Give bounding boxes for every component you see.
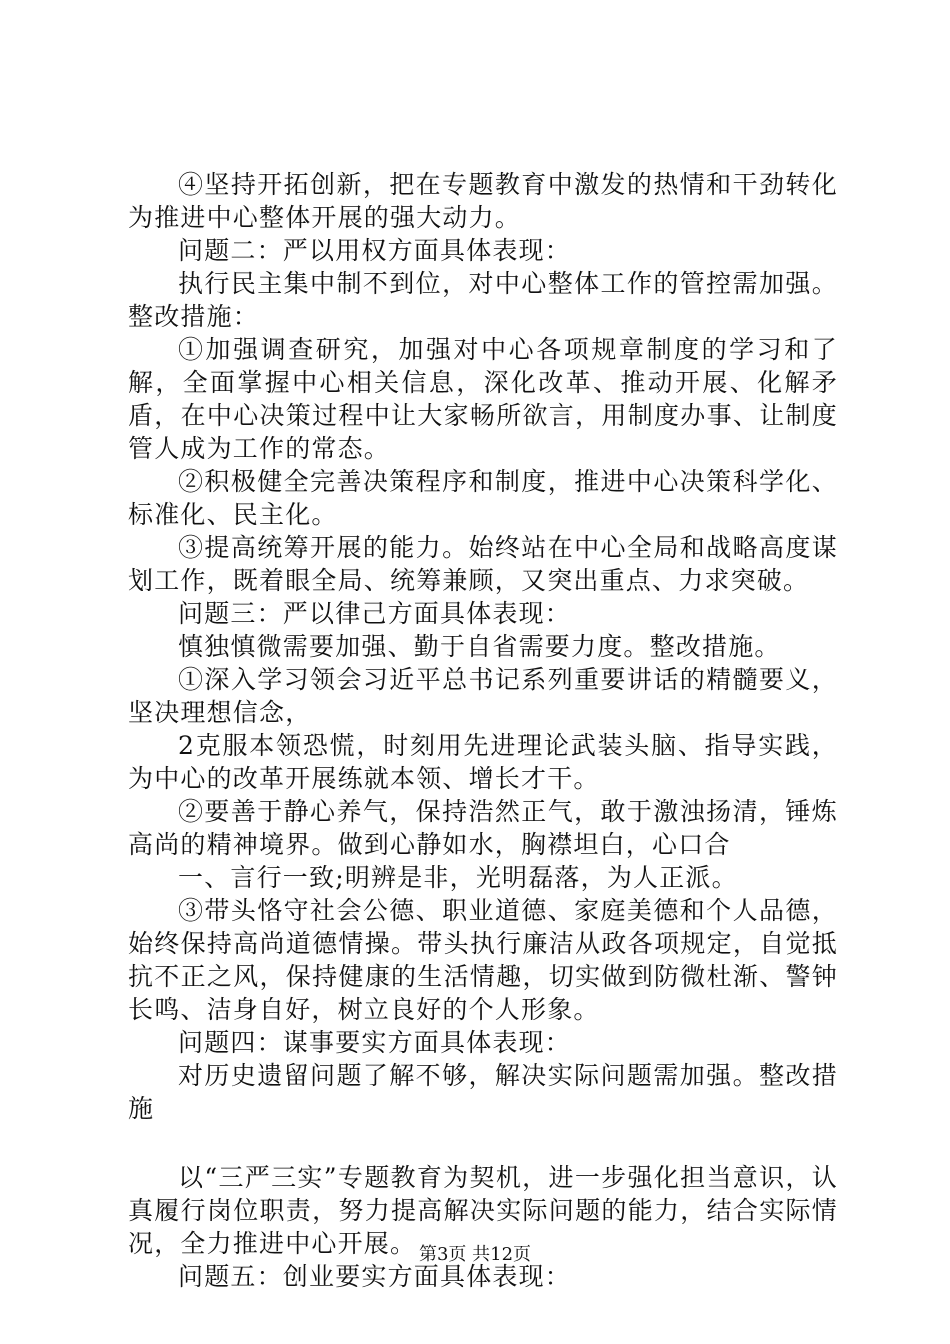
paragraph: ①深入学习领会习近平总书记系列重要讲话的精髓要义，坚决理想信念，: [128, 665, 838, 727]
page-footer: 第3页 共12页: [418, 1244, 532, 1265]
paragraph: ②积极健全完善决策程序和制度，推进中心决策科学化、标准化、民主化。: [128, 467, 838, 529]
paragraph: ①加强调查研究，加强对中心各项规章制度的学习和了解，全面掌握中心相关信息，深化改革、推动开展、化解矛盾，在中心决策过程中让大家畅所欲言，用制度办事、让制度管人成为工作的常态。: [128, 335, 838, 463]
section-heading: 问题四：谋事要实方面具体表现：: [178, 1028, 572, 1057]
section-heading: 问题五：创业要实方面具体表现：: [178, 1262, 572, 1291]
paragraph: ③提高统筹开展的能力。始终站在中心全局和战略高度谋划工作，既着眼全局、统筹兼顾，又突出重点、力求突破。: [128, 533, 838, 595]
paragraph: 以“三严三实”专题教育为契机，进一步强化担当意识，认真履行岗位职责，努力提高解决实际问题的能力，结合实际情况，全力推进中心开展。: [128, 1163, 838, 1258]
paragraph: 2克服本领恐慌，时刻用先进理论武装头脑、指导实践，为中心的改革开展练就本领、增长才干。: [128, 731, 838, 793]
paragraph: 慎独慎微需要加强、勤于自省需要力度。整改措施。: [178, 632, 781, 661]
paragraph: ④坚持开拓创新，把在专题教育中激发的热情和干劲转化为推进中心整体开展的强大动力。: [128, 170, 838, 232]
paragraph: ③带头恪守社会公德、职业道德、家庭美德和个人品德，始终保持高尚道德情操。带头执行廉洁从政各项规定，自觉抵抗不正之风，保持健康的生活情趣，切实做到防微杜渐、警钟长鸣、洁身自好，树立良好的个人形象。: [128, 896, 838, 1024]
paragraph: 对历史遗留问题了解不够，解决实际问题需加强。整改措施: [128, 1061, 838, 1123]
section-heading: 问题三：严以律己方面具体表现：: [178, 599, 572, 628]
section-heading: 问题二：严以用权方面具体表现：: [178, 236, 572, 265]
paragraph: ②要善于静心养气，保持浩然正气，敢于激浊扬清，锤炼高尚的精神境界。做到心静如水，胸襟坦白，心口合: [128, 797, 838, 859]
paragraph: 一、言行一致;明辨是非，光明磊落，为人正派。: [178, 863, 738, 892]
paragraph: 执行民主集中制不到位，对中心整体工作的管控需加强。整改措施：: [128, 269, 838, 331]
document-body: [128, 168, 838, 1293]
